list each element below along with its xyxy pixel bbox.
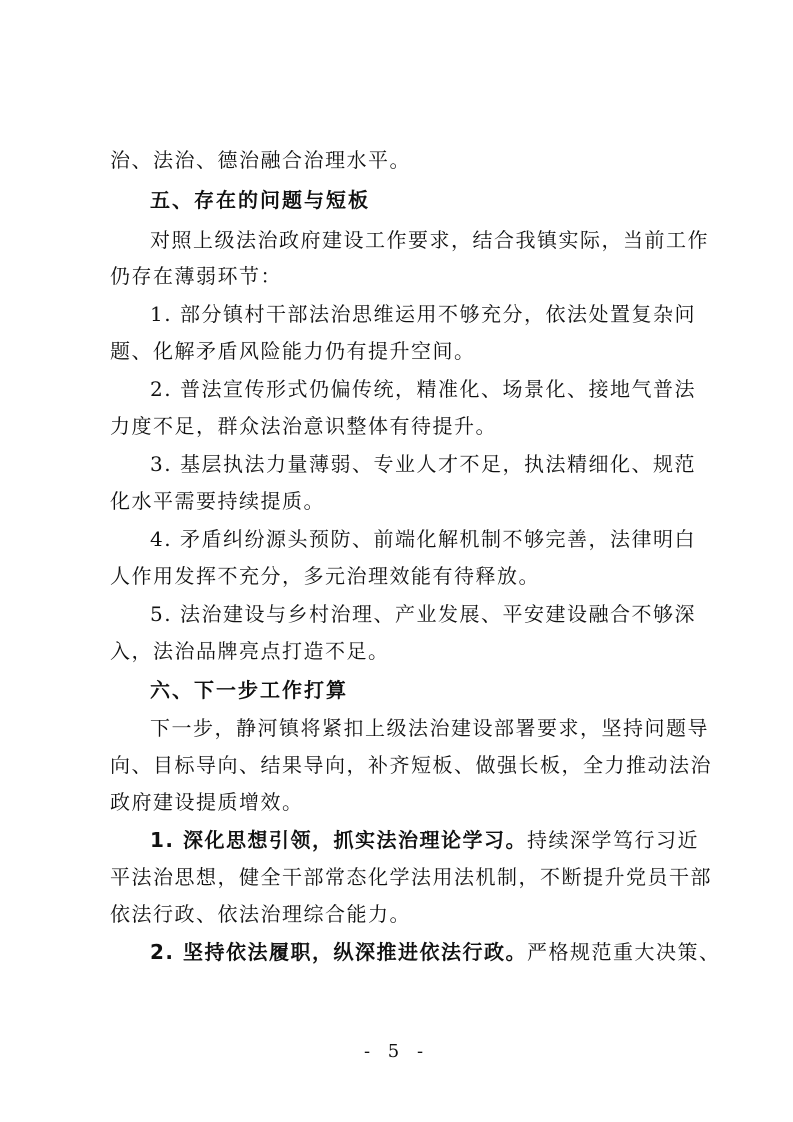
list-item-line: 题、化解矛盾风险能力仍有提升空间。 bbox=[110, 339, 476, 363]
paragraph-line: 平法治思想，健全干部常态化学法用法机制，不断提升党员干部 bbox=[110, 865, 712, 889]
list-item-line: 4. 矛盾纠纷源头预防、前端化解机制不够完善，法律明白 bbox=[150, 527, 696, 551]
paragraph-line: 仍存在薄弱环节： bbox=[110, 264, 282, 288]
paragraph-line: 对照上级法治政府建设工作要求，结合我镇实际，当前工作 bbox=[150, 228, 709, 252]
paragraph-line: 依法行政、依法治理综合能力。 bbox=[110, 902, 411, 926]
list-item-line: 3. 基层执法力量薄弱、专业人才不足，执法精细化、规范 bbox=[150, 452, 696, 476]
page-number: - 5 - bbox=[363, 1041, 430, 1062]
list-item-line: 1. 部分镇村干部法治思维运用不够充分，依法处置复杂问 bbox=[150, 302, 696, 326]
list-item-line: 力度不足，群众法治意识整体有待提升。 bbox=[110, 414, 497, 438]
section-heading-next-steps: 六、下一步工作打算 bbox=[150, 678, 348, 702]
list-item-line: 2. 普法宣传形式仍偏传统，精准化、场景化、接地气普法 bbox=[150, 377, 696, 401]
paragraph-line: 政府建设提质增效。 bbox=[110, 790, 304, 814]
list-item-line: 5. 法治建设与乡村治理、产业发展、平安建设融合不够深 bbox=[150, 602, 696, 626]
paragraph-line: 下一步，静河镇将紧扣上级法治建设部署要求，坚持问题导 bbox=[150, 716, 709, 740]
list-item-line: 入，法治品牌亮点打造不足。 bbox=[110, 639, 390, 663]
bold-lead-in: 2. 坚持依法履职，纵深推进依法行政。 bbox=[150, 940, 527, 964]
paragraph-line: 治、法治、德治融合治理水平。 bbox=[110, 148, 411, 172]
paragraph-text: 持续深学笃行习近 bbox=[526, 828, 699, 852]
bold-lead-in: 1. 深化思想引领，抓实法治理论学习。 bbox=[150, 828, 527, 852]
paragraph-text: 严格规范重大决策、 bbox=[526, 940, 721, 964]
paragraph-line bbox=[150, 940, 720, 964]
list-item-line: 化水平需要持续提质。 bbox=[110, 489, 325, 513]
section-heading-problems: 五、存在的问题与短板 bbox=[150, 188, 370, 212]
paragraph-line bbox=[150, 828, 699, 852]
paragraph-line: 向、目标导向、结果导向，补齐短板、做强长板，全力推动法治 bbox=[110, 753, 712, 777]
list-item-line: 人作用发挥不充分，多元治理效能有待释放。 bbox=[110, 564, 540, 588]
